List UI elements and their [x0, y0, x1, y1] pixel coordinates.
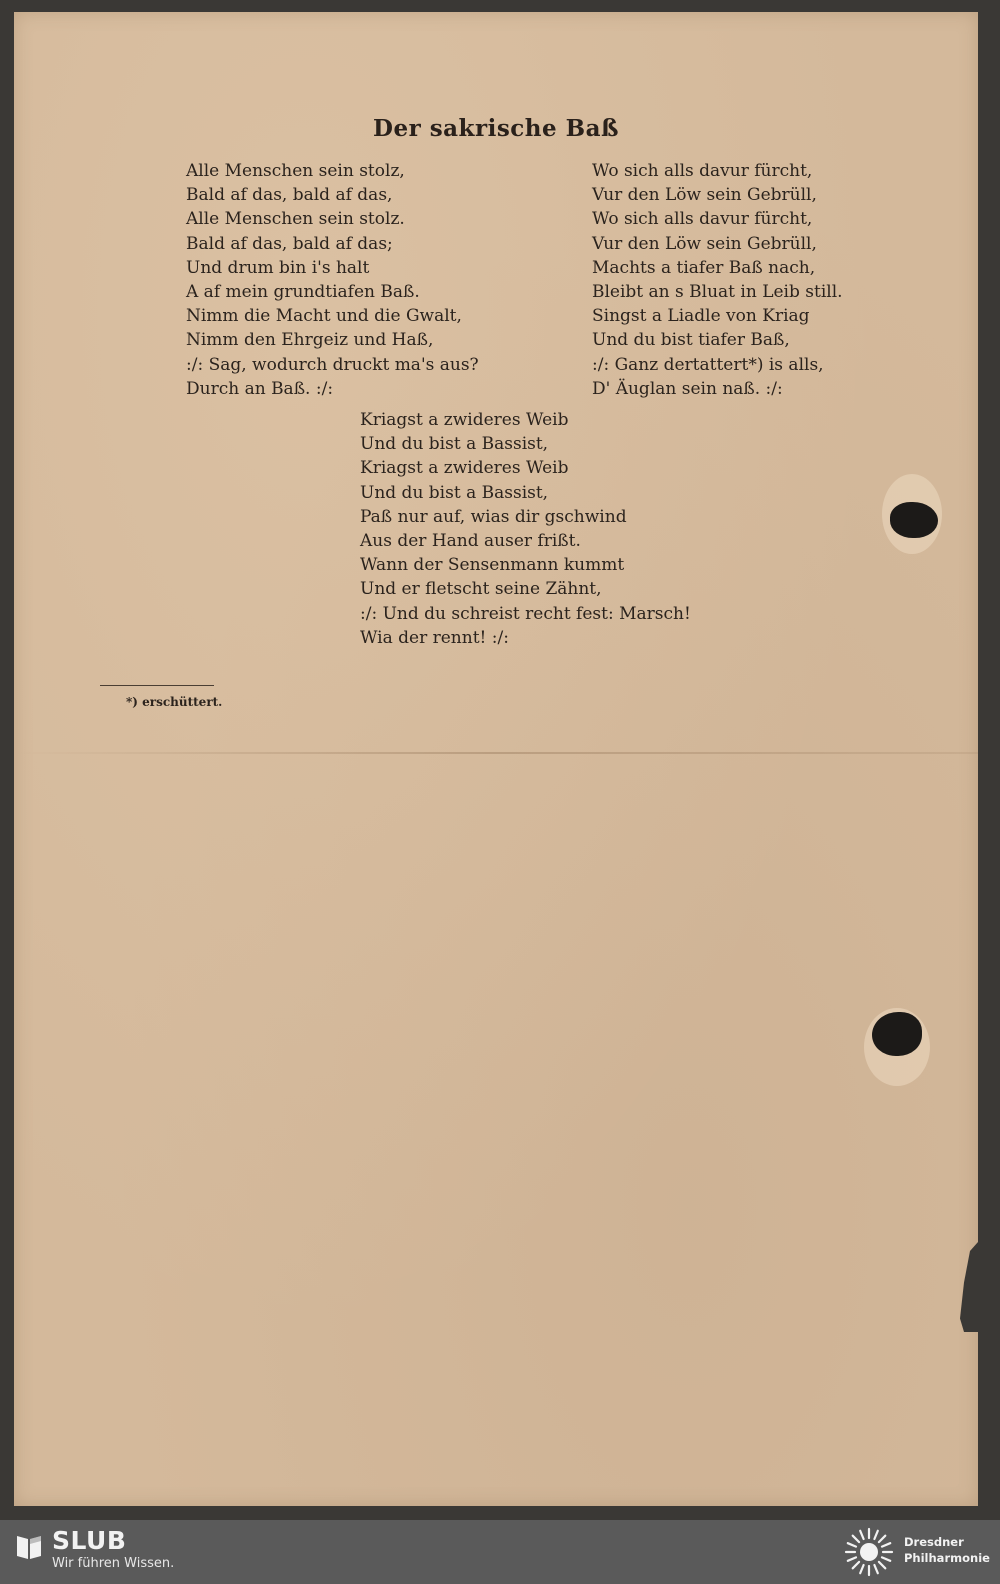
footnote: *) erschüttert.	[126, 695, 223, 709]
verse-line: Aus der Hand auser frißt.	[360, 530, 581, 551]
verse-line: Durch an Baß. :/:	[186, 378, 334, 399]
verse-line: Alle Menschen sein stolz,	[186, 161, 405, 181]
verse-line: Alle Menschen sein stolz.	[186, 209, 405, 230]
footnote-divider	[100, 685, 214, 686]
verse-line: D' Äuglan sein naß. :/:	[592, 378, 783, 399]
verse-line: Nimm die Macht und die Gwalt,	[186, 306, 462, 327]
punch-hole	[872, 1012, 922, 1056]
verse-line: Wo sich alls davur fürcht,	[592, 209, 813, 230]
verse-line: Und du bist a Bassist,	[360, 434, 549, 455]
verse-line: Und du bist tiafer Baß,	[592, 330, 790, 351]
slub-name[interactable]: SLUB	[52, 1526, 127, 1555]
punch-hole	[890, 502, 938, 538]
verse-line: Bald af das, bald af das,	[186, 185, 393, 206]
verse-line: Und drum bin i's halt	[186, 257, 370, 278]
partner-name-line1: Dresdner	[904, 1535, 964, 1549]
verse-line: :/: Ganz dertattert*) is alls,	[592, 354, 824, 375]
verse-line: Vur den Löw sein Gebrüll,	[592, 185, 817, 206]
dresdner-philharmonie-logo-icon[interactable]	[842, 1525, 896, 1579]
verse-line: Vur den Löw sein Gebrüll,	[592, 233, 817, 254]
verse-line: :/: Und du schreist recht fest: Marsch!	[360, 603, 691, 624]
verse-line: :/: Sag, wodurch druckt ma's aus?	[186, 354, 479, 375]
slub-logo-icon[interactable]	[14, 1532, 44, 1562]
fold-line	[14, 752, 978, 754]
stanza-right	[592, 159, 843, 401]
verse-line: Paß nur auf, wias dir gschwind	[360, 506, 627, 527]
verse-line: Kriagst a zwideres Weib	[360, 410, 569, 430]
verse-line: Nimm den Ehrgeiz und Haß,	[186, 330, 434, 351]
verse-line: Bleibt an s Bluat in Leib still.	[592, 281, 843, 302]
poem-title: Der sakrische Baß	[373, 115, 619, 142]
verse-line: Wia der rennt! :/:	[360, 627, 509, 648]
verse-line: A af mein grundtiafen Baß.	[186, 281, 420, 302]
stanza-left	[186, 159, 479, 401]
partner-name-line2: Philharmonie	[904, 1551, 990, 1565]
verse-line: Kriagst a zwideres Weib	[360, 458, 569, 479]
verse-line: Machts a tiafer Baß nach,	[592, 257, 816, 278]
paper-tear	[958, 1242, 978, 1332]
verse-line: Singst a Liadle von Kriag	[592, 306, 810, 327]
stanza-center	[360, 408, 691, 650]
paper-sheet	[14, 12, 978, 1506]
footer-bar	[0, 1520, 1000, 1584]
slub-tagline: Wir führen Wissen.	[52, 1556, 175, 1571]
verse-line: Wo sich alls davur fürcht,	[592, 161, 813, 181]
verse-line: Bald af das, bald af das;	[186, 233, 393, 254]
verse-line: Und du bist a Bassist,	[360, 482, 549, 503]
verse-line: Wann der Sensenmann kummt	[360, 555, 625, 576]
verse-line: Und er fletscht seine Zähnt,	[360, 579, 602, 600]
